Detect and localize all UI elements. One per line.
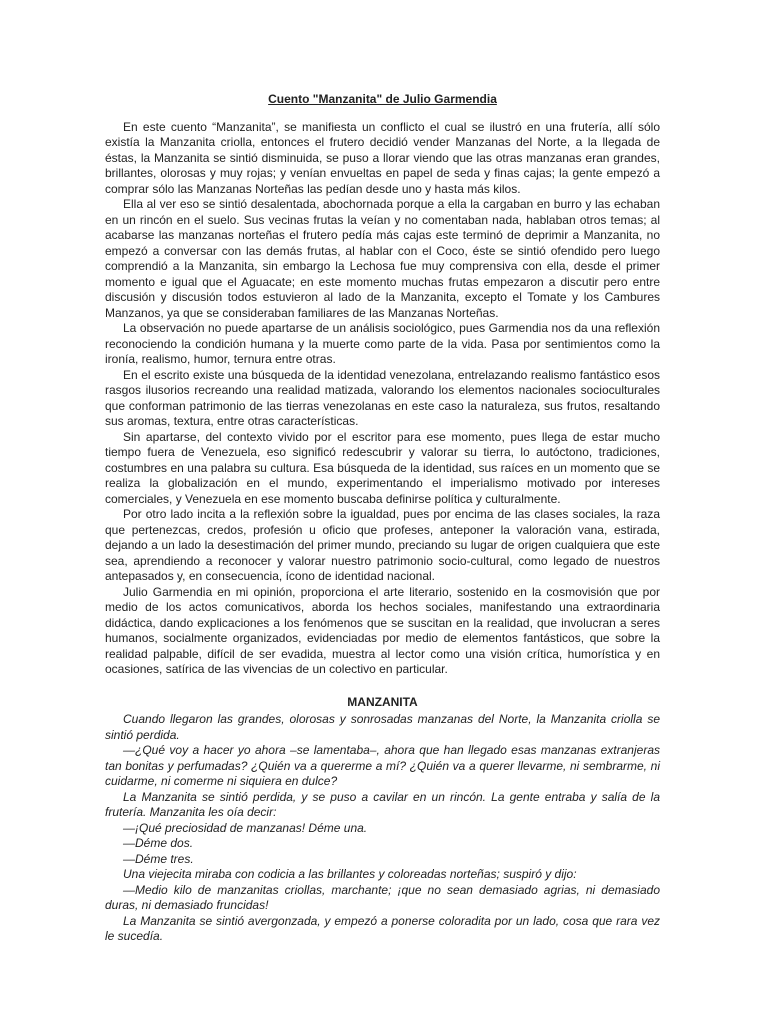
story-paragraph: —Medio kilo de manzanitas criollas, marchante; ¡que no sean demasiado agrias, ni demasiado duras, ni demasiado fruncidas! <box>105 882 660 912</box>
essay-paragraph: Sin apartarse, del contexto vivido por el escritor para ese momento, pues llega de estar mucho tiempo fuera de Venezuela, eso significó redescubrir y valorar su tierra, lo autóctono, tradiciones, costumbres en una palabra su cultura. Esa búsqueda de la identidad, sus raíces en un momento que se realiza la globalización en el mundo, experimentando el imperialismo motivado por intereses comerciales, y Venezuela en ese momento buscaba definirse política y culturalmente. <box>105 429 660 506</box>
story-paragraph: La Manzanita se sintió perdida, y se puso a cavilar en un rincón. La gente entraba y salía de la frutería. Manzanita les oía decir: <box>105 789 660 819</box>
story-paragraph: —Déme tres. <box>123 851 194 866</box>
essay-paragraph: Por otro lado incita a la reflexión sobre la igualdad, pues por encima de las clases sociales, la raza que pertenezcas, credos, profesión u oficio que profeses, anteponer la valoración vana, estirada, dejando a un lado la desestimación del primer mundo, preciando su lugar de origen cualquiera que este sea, aprendiendo a reconocer y valorar nuestro patrimonio socio-cultural, como legado de nuestros antepasados y, en consecuencia, ícono de identidad nacional. <box>105 507 660 583</box>
story-paragraph: —Déme dos. <box>123 836 194 850</box>
essay-paragraph: Ella al ver eso se sintió desalentada, abochornada porque a ella la cargaban en burro y las echaban en un rincón en el suelo. Sus vecinas frutas la veían y no comentaban nada, hablaban otros temas; al acabarse las manzanas norteñas el frutero pedía más cajas este terminó de deprimir a Manzanita, no empezó a conversar con las demás frutas, al hablar con el Coco, éste se sintió ofendido pero luego comprendió a la Manzanita, sin embargo la Lechosa fue muy comprensiva con ella, desde el primer momento e igual que el Aguacate; en este momento muchas frutas empezaron a discutir pero entre discusión y discusión todos estuvieron al lado de la Manzanita, excepto el Tomate y los Cambures Manzanos, ya que se consideraban familiares de las Manzanas Norteñas. <box>105 197 660 320</box>
document-page <box>105 92 660 945</box>
essay-section <box>105 120 660 678</box>
story-section <box>105 712 660 945</box>
essay-paragraph: En este cuento “Manzanita”, se manifiesta un conflicto el cual se ilustró en una frutería, allí sólo existía la Manzanita criolla, entonces el frutero decidió vender Manzanas del Norte, a la llegada de éstas, la Manzanita se sintió disminuida, se puso a llorar viendo que las otras manzanas eran grandes, brillantes, olorosas y muy rojas; y venían envueltas en papel de seda y finas cajas; la gente empezó a comprar sólo las Manzanas Norteñas las pedían desde uno y hasta más kilos. <box>105 119 660 196</box>
story-paragraph: —¡Qué preciosidad de manzanas! Déme una. <box>123 820 368 835</box>
story-paragraph: Una viejecita miraba con codicia a las brillantes y coloreadas norteñas; suspiró y dijo: <box>123 867 577 881</box>
story-paragraph: —¿Qué voy a hacer yo ahora –se lamentaba–, ahora que han llegado esas manzanas extranjeras tan bonitas y perfumadas? ¿Quién va a quererme a mí? ¿Quién va a querer llevarme, ni sembrarme, ni cuidarme, ni comerme ni siquiera en dulce? <box>105 743 660 788</box>
story-paragraph: Cuando llegaron las grandes, olorosas y sonrosadas manzanas del Norte, la Manzanita criolla se sintió perdida. <box>105 712 660 742</box>
essay-paragraph: La observación no puede apartarse de un análisis sociológico, pues Garmendia nos da una reflexión reconociendo la condición humana y la muerte como parte de la vida. Pasa por sentimientos como la ironía, realismo, humor, ternura entre otras. <box>105 321 660 366</box>
story-paragraph: La Manzanita se sintió avergonzada, y empezó a ponerse coloradita por un lado, cosa que rara vez le sucedía. <box>105 913 660 943</box>
essay-paragraph: Julio Garmendia en mi opinión, proporciona el arte literario, sostenido en la cosmovisión que por medio de los actos comunicativos, aborda los hechos sociales, manifestando una extraordinaria didáctica, dando explicaciones a los fenómenos que se suscitan en la realidad, que involucran a seres humanos, socialmente organizados, evidenciadas por medio de elementos fantásticos, que sobre la realidad palpable, difícil de ser evadida, muestra al lector como una visión crítica, humorística y en ocasiones, satírica de las vivencias de un colectivo en particular. <box>105 584 660 676</box>
story-title: MANZANITA <box>347 694 418 709</box>
essay-paragraph: En el escrito existe una búsqueda de la identidad venezolana, entrelazando realismo fantástico esos rasgos ilusorios recreando una realidad matizada, valorando los elementos nacionales socioculturales que conforman patrimonio de las tierras venezolanas en este caso la naturaleza, sus frutos, resaltando sus aromas, textura, entre otras características. <box>105 367 660 428</box>
document-title: Cuento "Manzanita" de Julio Garmendia <box>268 92 497 106</box>
